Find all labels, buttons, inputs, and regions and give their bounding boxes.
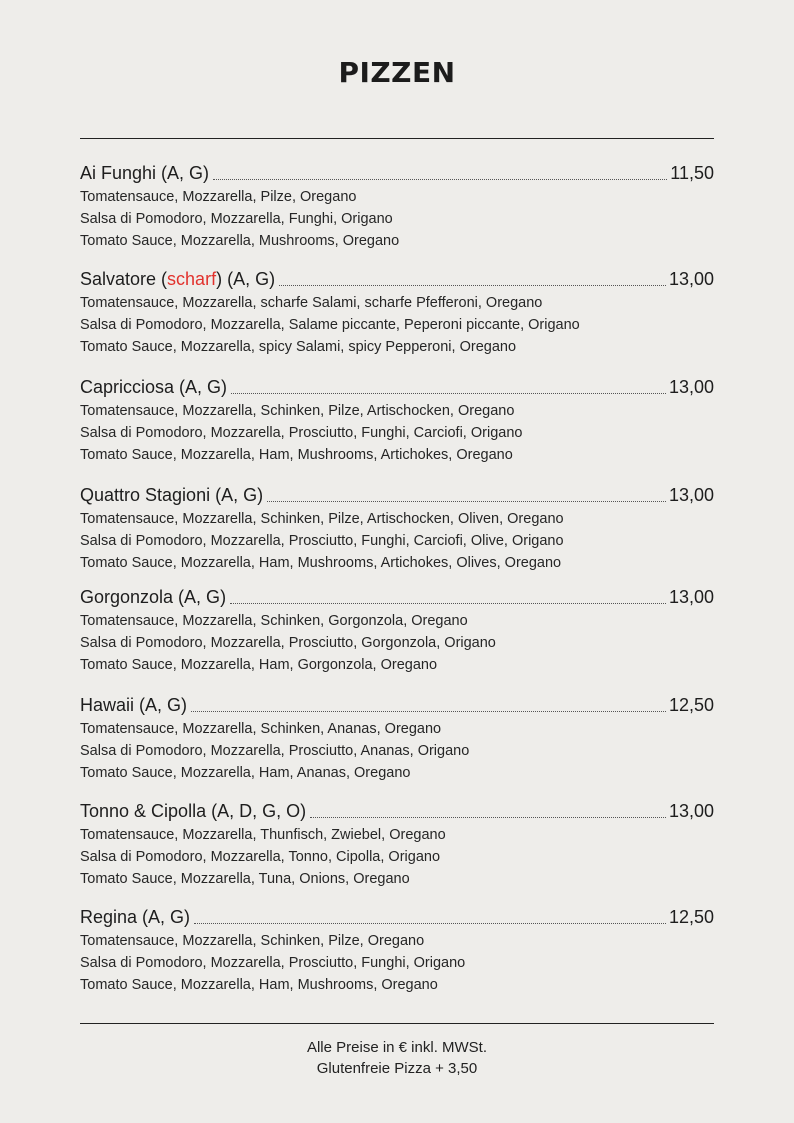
dotted-leader <box>279 285 666 286</box>
item-price: 11,50 <box>670 163 714 183</box>
item-name: Ai Funghi (A, G) <box>80 163 210 183</box>
dotted-leader <box>267 501 666 502</box>
dotted-leader <box>213 179 667 180</box>
item-name: Gorgonzola (A, G) <box>80 587 227 607</box>
desc-italian: Salsa di Pomodoro, Mozzarella, Salame piccante, Peperoni piccante, Origano <box>80 317 580 333</box>
dotted-leader <box>194 923 666 924</box>
item-name: Tonno & Cipolla (A, D, G, O) <box>80 801 307 821</box>
desc-english: Tomato Sauce, Mozzarella, Tuna, Onions, Oregano <box>80 871 410 887</box>
item-name: Quattro Stagioni (A, G) <box>80 485 264 505</box>
item-price: 12,50 <box>668 695 714 715</box>
desc-english: Tomato Sauce, Mozzarella, Ham, Mushrooms, Oregano <box>80 977 438 993</box>
item-price: 12,50 <box>668 907 714 927</box>
desc-english: Tomato Sauce, Mozzarella, spicy Salami, spicy Pepperoni, Oregano <box>80 339 517 355</box>
desc-italian: Salsa di Pomodoro, Mozzarella, Funghi, Origano <box>80 211 393 227</box>
top-divider <box>80 138 714 139</box>
item-price: 13,00 <box>668 377 714 397</box>
pizza-menu-list <box>80 162 714 996</box>
desc-english: Tomato Sauce, Mozzarella, Ham, Ananas, Oregano <box>80 765 411 781</box>
item-price: 13,00 <box>668 485 714 505</box>
dotted-leader <box>231 393 666 394</box>
desc-german: Tomatensauce, Mozzarella, Pilze, Oregano <box>80 189 357 205</box>
desc-english: Tomato Sauce, Mozzarella, Ham, Mushrooms, Artichokes, Oregano <box>80 447 513 463</box>
item-price: 13,00 <box>668 269 714 289</box>
dotted-leader <box>191 711 666 712</box>
desc-english: Tomato Sauce, Mozzarella, Ham, Mushrooms, Artichokes, Olives, Oregano <box>80 555 562 571</box>
item-name-prefix: Salvatore ( <box>80 269 168 289</box>
page-title: PIZZEN <box>338 56 456 89</box>
desc-german: Tomatensauce, Mozzarella, Thunfisch, Zwiebel, Oregano <box>80 827 446 843</box>
desc-italian: Salsa di Pomodoro, Mozzarella, Tonno, Cipolla, Origano <box>80 849 441 865</box>
price-note: Alle Preise in € inkl. MWSt. <box>306 1039 488 1056</box>
menu-item-ai-funghi <box>80 162 714 252</box>
menu-item-hawaii <box>80 694 714 784</box>
footer-notes <box>0 1037 794 1079</box>
menu-item-regina <box>80 906 714 996</box>
desc-german: Tomatensauce, Mozzarella, Schinken, Pilze, Oregano <box>80 933 425 949</box>
desc-german: Tomatensauce, Mozzarella, Schinken, Pilze, Artischocken, Oliven, Oregano <box>80 511 564 527</box>
item-price: 13,00 <box>668 587 714 607</box>
menu-item-capricciosa <box>80 376 714 466</box>
menu-item-quattro-stagioni <box>80 484 714 574</box>
item-name-suffix: ) (A, G) <box>216 269 276 289</box>
item-name: Hawaii (A, G) <box>80 695 188 715</box>
item-name: Capricciosa (A, G) <box>80 377 228 397</box>
item-name: Regina (A, G) <box>80 907 191 927</box>
spicy-label: scharf <box>167 269 217 289</box>
desc-german: Tomatensauce, Mozzarella, scharfe Salami, scharfe Pfefferoni, Oregano <box>80 295 543 311</box>
desc-german: Tomatensauce, Mozzarella, Schinken, Gorgonzola, Oregano <box>80 613 468 629</box>
desc-german: Tomatensauce, Mozzarella, Schinken, Pilze, Artischocken, Oregano <box>80 403 515 419</box>
desc-english: Tomato Sauce, Mozzarella, Ham, Gorgonzola, Oregano <box>80 657 438 673</box>
item-name <box>80 268 275 290</box>
bottom-divider <box>80 1023 714 1024</box>
menu-item-gorgonzola <box>80 586 714 676</box>
desc-italian: Salsa di Pomodoro, Mozzarella, Prosciutto, Funghi, Carciofi, Olive, Origano <box>80 533 564 549</box>
desc-italian: Salsa di Pomodoro, Mozzarella, Prosciutto, Gorgonzola, Origano <box>80 635 496 651</box>
desc-english: Tomato Sauce, Mozzarella, Mushrooms, Oregano <box>80 233 400 249</box>
item-price: 13,00 <box>668 801 714 821</box>
menu-item-salvatore <box>80 268 714 358</box>
desc-italian: Salsa di Pomodoro, Mozzarella, Prosciutto, Funghi, Origano <box>80 955 466 971</box>
dotted-leader <box>230 603 666 604</box>
dotted-leader <box>310 817 666 818</box>
menu-item-tonno-cipolla <box>80 800 714 890</box>
desc-italian: Salsa di Pomodoro, Mozzarella, Prosciutto, Funghi, Carciofi, Origano <box>80 425 523 441</box>
desc-italian: Salsa di Pomodoro, Mozzarella, Prosciutto, Ananas, Origano <box>80 743 470 759</box>
gluten-free-note: Glutenfreie Pizza + 3,50 <box>316 1060 478 1077</box>
desc-german: Tomatensauce, Mozzarella, Schinken, Ananas, Oregano <box>80 721 442 737</box>
